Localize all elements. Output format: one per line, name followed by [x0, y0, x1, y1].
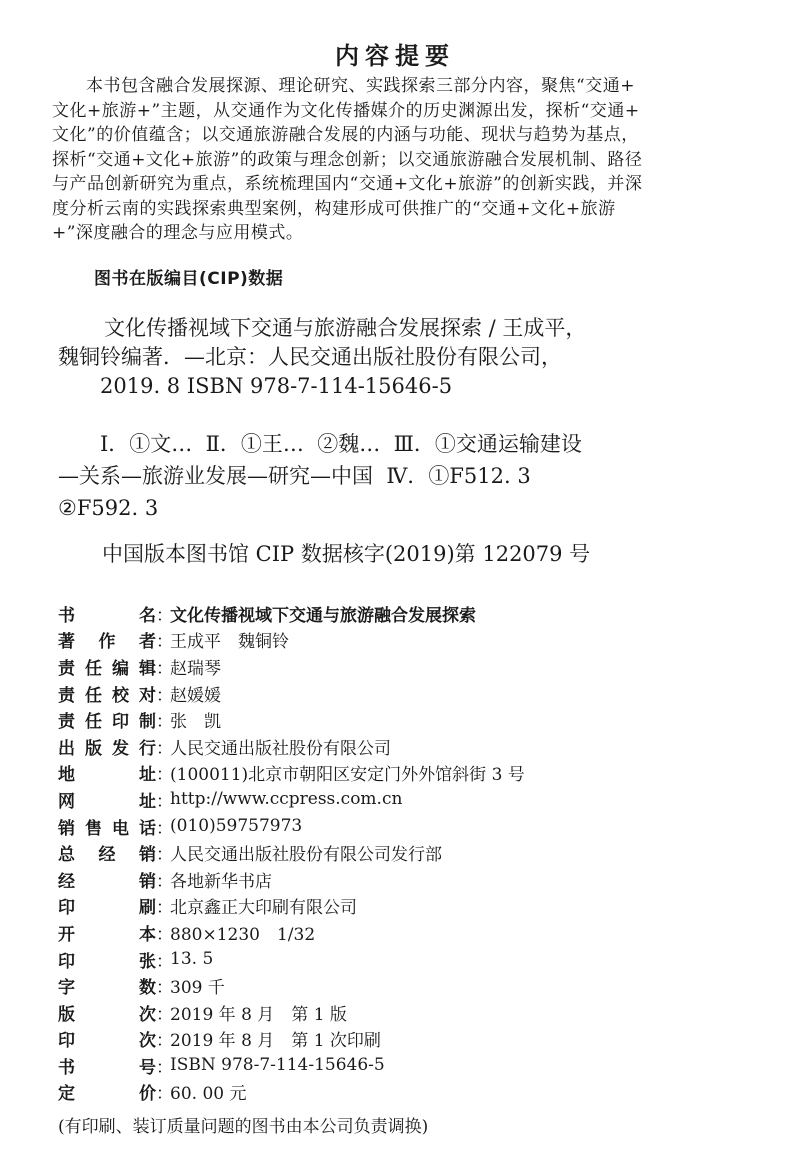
metadata-key: 网 址 — [58, 791, 156, 812]
metadata-colon: ： — [156, 951, 173, 972]
metadata-colon: ： — [156, 978, 173, 999]
metadata-row — [58, 999, 758, 1026]
metadata-colon: ： — [156, 605, 173, 626]
metadata-key: 字 数 — [58, 978, 156, 999]
metadata-row — [58, 706, 758, 733]
metadata-row — [58, 653, 758, 680]
classification-line: ②F592. 3 — [58, 496, 159, 520]
cip-line: 2019. 8 ISBN 978-7-114-15646-5 — [100, 374, 453, 398]
cip-heading: 图书在版编目(CIP)数据 — [94, 269, 284, 289]
metadata-row — [58, 760, 758, 787]
metadata-key: 印 刷 — [58, 898, 156, 919]
abstract-line: 与产品创新研究为重点，系统梳理国内“交通+文化+旅游”的创新实践，并深 — [52, 174, 643, 194]
metadata-row — [58, 627, 758, 654]
metadata-row — [58, 866, 758, 893]
metadata-colon: ： — [156, 845, 173, 866]
metadata-colon: ： — [156, 1004, 173, 1025]
metadata-value: 309 千 — [170, 978, 225, 999]
metadata-value: 各地新华书店 — [170, 871, 272, 892]
metadata-row — [58, 1052, 758, 1079]
metadata-value: 文化传播视域下交通与旅游融合发展探索 — [170, 605, 476, 626]
metadata-row — [58, 600, 758, 627]
cip-verification: 中国版本图书馆 CIP 数据核字(2019)第 122079 号 — [102, 542, 591, 566]
metadata-key: 开 本 — [58, 924, 156, 945]
metadata-key: 责 任 编 辑 — [58, 658, 156, 679]
metadata-colon: ： — [156, 924, 173, 945]
abstract-line: 文化”的价值蕴含；以交通旅游融合发展的内涵与功能、现状与趋势为基点， — [52, 125, 639, 145]
metadata-value: 人民交通出版社股份有限公司发行部 — [170, 845, 442, 866]
metadata-key: 书 名 — [58, 605, 156, 626]
metadata-colon: ： — [156, 791, 173, 812]
quality-note: (有印刷、装订质量问题的图书由本公司负责调换) — [58, 1117, 429, 1137]
metadata-row — [58, 786, 758, 813]
metadata-row — [58, 1026, 758, 1053]
abstract-line: 探析“交通+文化+旅游”的政策与理念创新；以交通旅游融合发展机制、路径 — [52, 149, 643, 170]
abstract-line: 文化+旅游+”主题，从交通作为文化传播媒介的历史渊源出发，探析“交通+ — [52, 100, 640, 121]
metadata-key: 总 经 销 — [58, 845, 156, 866]
cip-classification — [58, 428, 582, 524]
metadata-value: 60. 00 元 — [170, 1084, 247, 1105]
metadata-colon: ： — [156, 1031, 173, 1052]
classification-line: Ⅰ．①文… Ⅱ．①王… ②魏… Ⅲ．①交通运输建设 — [100, 432, 582, 456]
metadata-value: 880×1230 1/32 — [170, 924, 316, 945]
metadata-value: 2019 年 8 月 第 1 版 — [170, 1004, 347, 1025]
metadata-key: 版 次 — [58, 1004, 156, 1025]
metadata-value: 13. 5 — [170, 949, 214, 970]
metadata-value: (100011)北京市朝阳区安定门外外馆斜街 3 号 — [170, 765, 525, 786]
metadata-colon: ： — [156, 1057, 173, 1078]
metadata-key: 印 次 — [58, 1031, 156, 1052]
metadata-colon: ： — [156, 765, 173, 786]
metadata-row — [58, 733, 758, 760]
metadata-value: (010)59757973 — [170, 816, 303, 837]
abstract-paragraph — [52, 74, 754, 246]
abstract-line: 度分析云南的实践探索典型案例，构建形成可供推广的“交通+文化+旅游 — [52, 198, 616, 219]
metadata-key: 印 张 — [58, 951, 156, 972]
metadata-key: 销 售 电 话 — [58, 818, 156, 839]
metadata-row — [58, 839, 758, 866]
metadata-value: http://www.ccpress.com.cn — [170, 789, 403, 810]
metadata-key: 书 号 — [58, 1057, 156, 1078]
metadata-key: 地 址 — [58, 765, 156, 786]
metadata-key: 责 任 校 对 — [58, 685, 156, 706]
metadata-row — [58, 972, 758, 999]
metadata-key: 出 版 发 行 — [58, 738, 156, 759]
metadata-value: 赵媛媛 — [170, 685, 221, 706]
metadata-key: 定 价 — [58, 1084, 156, 1105]
metadata-row — [58, 813, 758, 840]
metadata-colon: ： — [156, 738, 173, 759]
metadata-colon: ： — [156, 1084, 173, 1105]
metadata-value: 北京鑫正大印刷有限公司 — [170, 898, 357, 919]
metadata-colon: ： — [156, 712, 173, 733]
metadata-colon: ： — [156, 818, 173, 839]
abstract-line: 本书包含融合发展探源、理论研究、实践探索三部分内容，聚焦“交通+ — [86, 76, 635, 96]
metadata-key: 著 作 者 — [58, 632, 156, 653]
classification-line: —关系—旅游业发展—研究—中国 Ⅳ．①F512. 3 — [58, 464, 531, 488]
metadata-colon: ： — [156, 632, 173, 653]
metadata-row — [58, 946, 758, 973]
metadata-value: 人民交通出版社股份有限公司 — [170, 738, 391, 759]
metadata-colon: ： — [156, 685, 173, 706]
metadata-colon: ： — [156, 898, 173, 919]
metadata-value: 张 凯 — [170, 712, 221, 733]
abstract-line: +”深度融合的理念与应用模式。 — [52, 223, 304, 243]
metadata-row — [58, 680, 758, 707]
metadata-key: 经 销 — [58, 871, 156, 892]
metadata-value: 赵瑞琴 — [170, 658, 221, 679]
metadata-row — [58, 919, 758, 946]
cip-record — [58, 314, 758, 401]
publication-metadata — [58, 600, 758, 1105]
metadata-colon: ： — [156, 658, 173, 679]
metadata-key: 责 任 印 制 — [58, 712, 156, 733]
metadata-row — [58, 893, 758, 920]
metadata-value: ISBN 978-7-114-15646-5 — [170, 1055, 385, 1076]
metadata-colon: ： — [156, 871, 173, 892]
cip-line: 文化传播视域下交通与旅游融合发展探索 / 王成平， — [104, 316, 587, 340]
cip-line: 魏铜铃编著．—北京：人民交通出版社股份有限公司， — [58, 345, 562, 369]
metadata-value: 王成平 魏铜铃 — [170, 632, 289, 653]
metadata-row — [58, 1079, 758, 1106]
metadata-value: 2019 年 8 月 第 1 次印刷 — [170, 1031, 381, 1052]
section-title: 内容提要 — [335, 42, 455, 70]
